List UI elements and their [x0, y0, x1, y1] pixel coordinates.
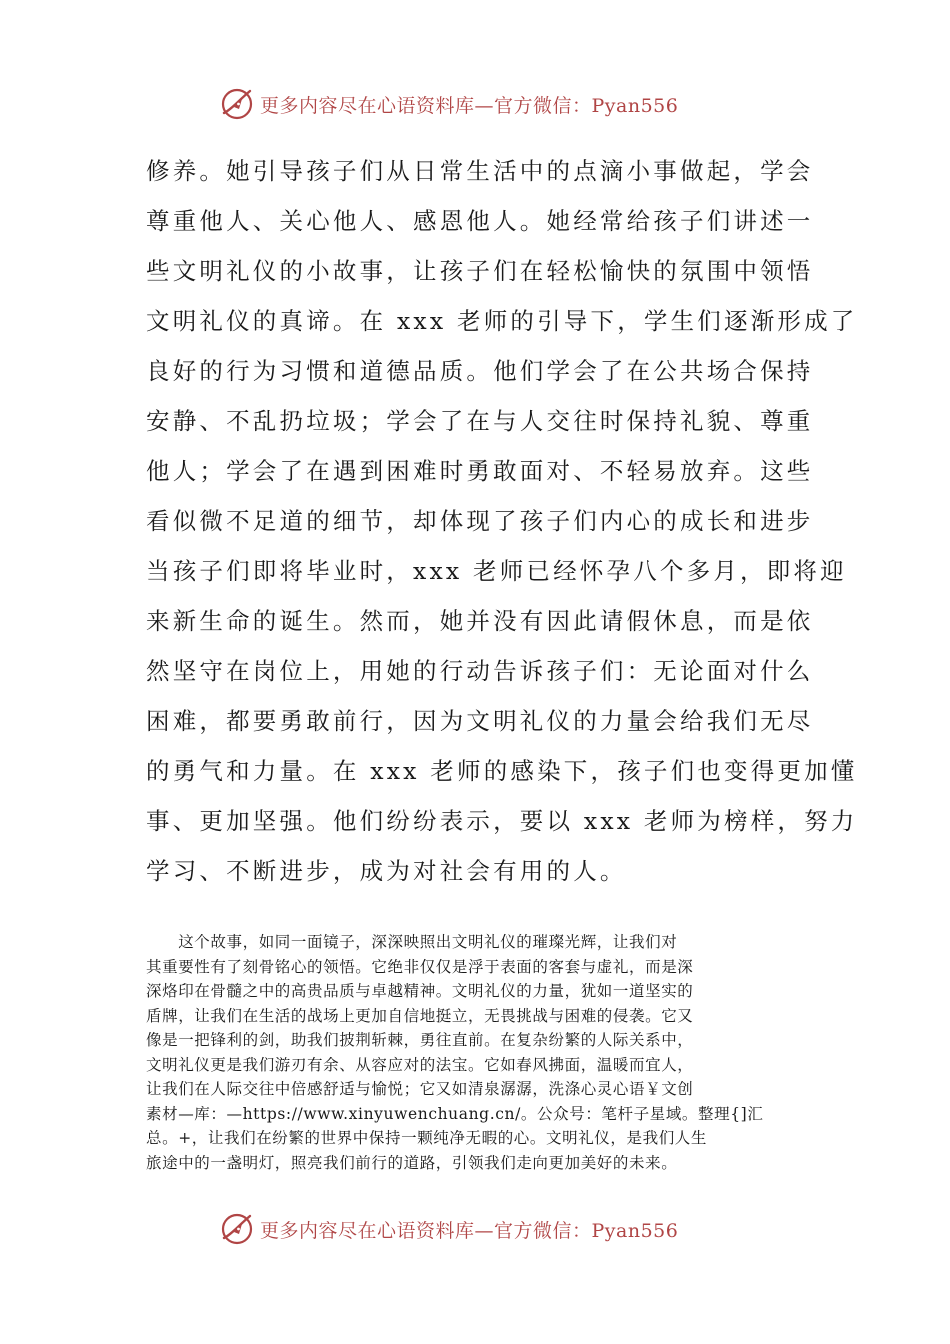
main-line: 然坚守在岗位上，用她的行动告诉孩子们：无论面对什么	[146, 657, 814, 685]
main-line: 学习、不断进步，成为对社会有用的人。	[146, 857, 627, 885]
conclusion-line: 其重要性有了刻骨铭心的领悟。它绝非仅仅是浮于表面的客套与虚礼，而是深	[146, 957, 694, 976]
conclusion-line: 像是一把锋利的剑，助我们披荆斩棘，勇往直前。在复杂纷繁的人际关系中，	[146, 1031, 694, 1049]
main-line: 良好的行为习惯和道德品质。他们学会了在公共场合保持	[146, 357, 814, 385]
footer-banner-text: 更多内容尽在心语资料库—官方微信：Pyan556	[260, 1219, 679, 1242]
main-line: 看似微不足道的细节，却体现了孩子们内心的成长和进步	[146, 507, 814, 535]
main-line: 文明礼仪的真谛。在 xxx 老师的引导下，学生们逐渐形成了	[146, 307, 858, 335]
main-line: 的勇气和力量。在 xxx 老师的感染下，孩子们也变得更加懂	[146, 757, 858, 785]
conclusion-line: 盾牌，让我们在生活的战场上更加自信地挺立，无畏挑战与困难的侵袭。它又	[146, 1006, 694, 1025]
footer-banner	[220, 1209, 740, 1249]
conclusion-line: 这个故事，如同一面镜子，深深映照出文明礼仪的璀璨光辉，让我们对	[146, 933, 678, 951]
main-line: 事、更加坚强。他们纷纷表示，要以 xxx 老师为榜样，努力	[146, 807, 858, 835]
header-banner	[220, 84, 740, 124]
pen-nib-circle-icon	[220, 87, 254, 121]
main-line: 他人；学会了在遇到困难时勇敢面对、不轻易放弃。这些	[146, 457, 814, 485]
header-banner-text: 更多内容尽在心语资料库—官方微信：Pyan556	[260, 94, 679, 117]
conclusion-paragraph	[146, 930, 812, 1175]
conclusion-line: 深烙印在骨髓之中的高贵品质与卓越精神。文明礼仪的力量，犹如一道坚实的	[146, 982, 694, 1000]
conclusion-line: 总。+，让我们在纷繁的世界中保持一颗纯净无暇的心。文明礼仪，是我们人生	[146, 1129, 707, 1147]
pen-nib-circle-icon	[220, 1212, 254, 1246]
conclusion-line: 旅途中的一盏明灯，照亮我们前行的道路，引领我们走向更加美好的未来。	[146, 1153, 678, 1172]
main-line: 尊重他人、关心他人、感恩他人。她经常给孩子们讲述一	[146, 207, 814, 235]
main-line: 当孩子们即将毕业时，xxx 老师已经怀孕八个多月，即将迎	[146, 557, 847, 585]
main-line: 修养。她引导孩子们从日常生活中的点滴小事做起，学会	[146, 157, 814, 185]
conclusion-line: 素材—库：—https://www.xinyuwenchuang.cn/。公众号：笔杆子星域。整理{]汇	[146, 1104, 764, 1123]
main-line: 来新生命的诞生。然而，她并没有因此请假休息，而是依	[146, 607, 814, 635]
main-line: 些文明礼仪的小故事，让孩子们在轻松愉快的氛围中领悟	[146, 257, 814, 285]
conclusion-line: 让我们在人际交往中倍感舒适与愉悦；它又如清泉潺潺，洗涤心灵心语￥文创	[146, 1080, 694, 1098]
conclusion-line: 文明礼仪更是我们游刃有余、从容应对的法宝。它如春风拂面，温暖而宜人，	[146, 1055, 694, 1074]
main-line: 安静、不乱扔垃圾；学会了在与人交往时保持礼貌、尊重	[146, 407, 814, 435]
main-line: 困难，都要勇敢前行，因为文明礼仪的力量会给我们无尽	[146, 707, 814, 735]
main-paragraph	[146, 146, 858, 896]
